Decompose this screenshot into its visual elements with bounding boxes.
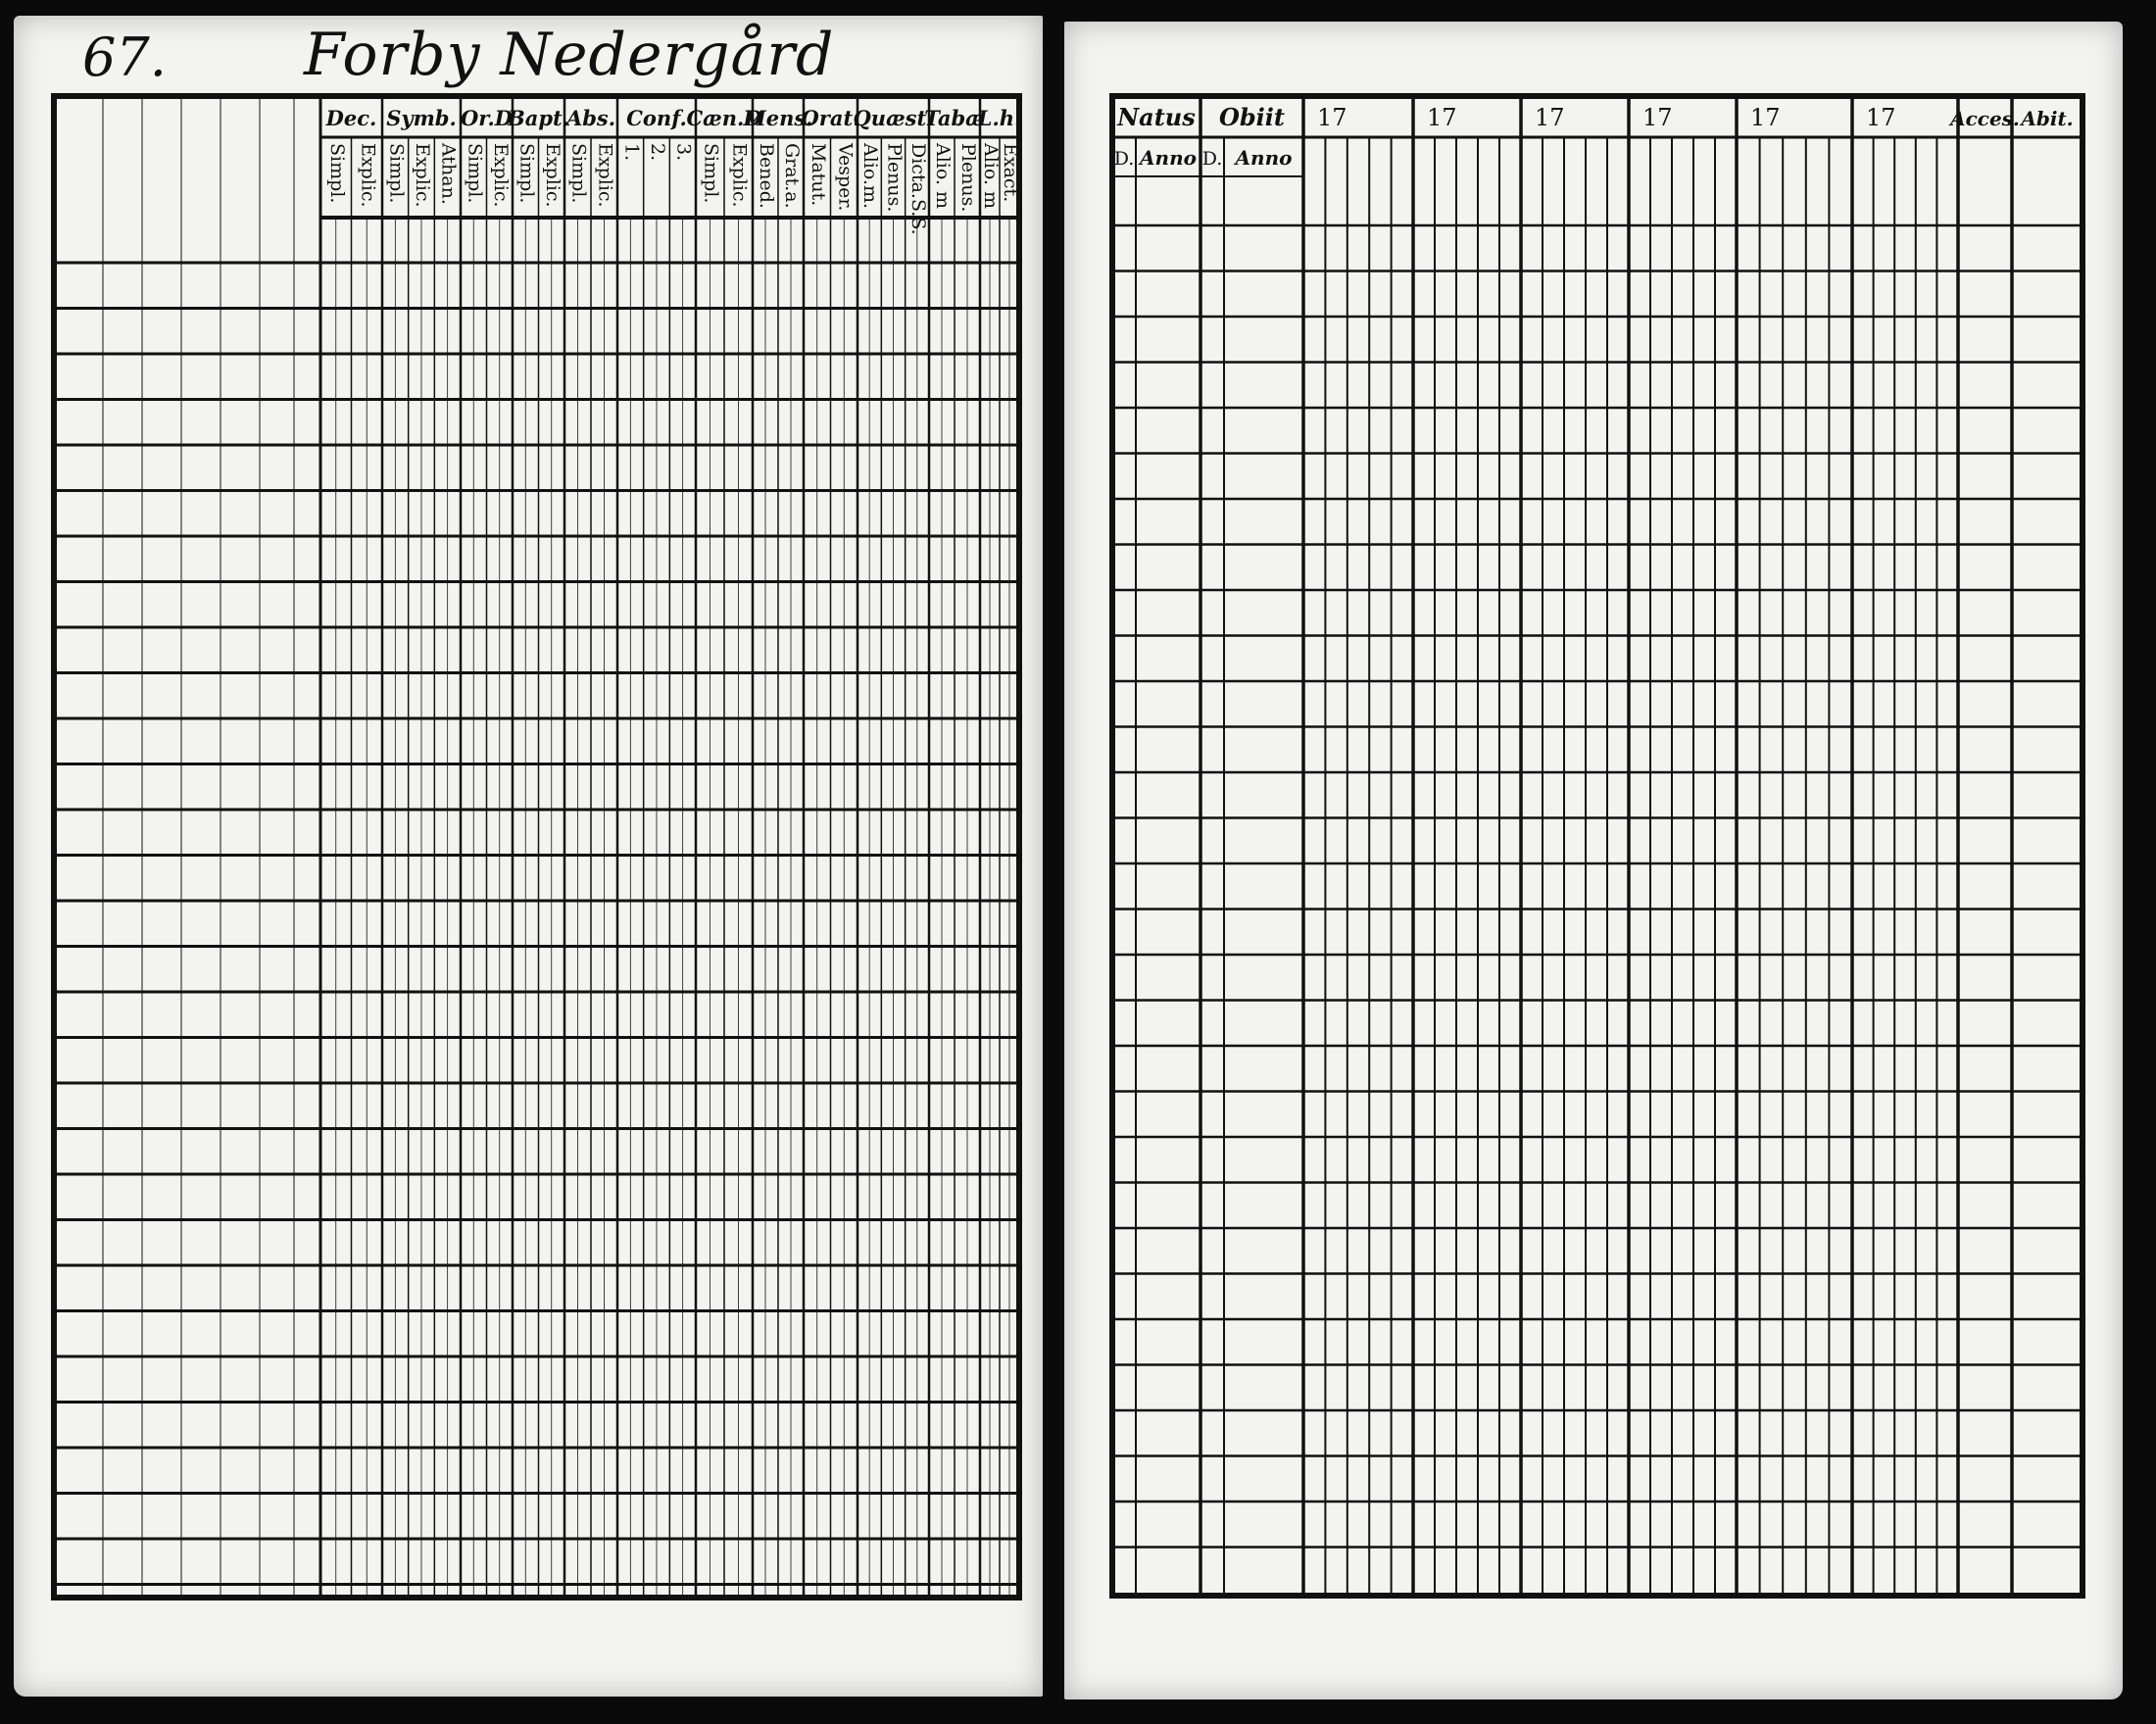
place-name: Forby Nedergård <box>304 21 835 89</box>
sub-column-label: 3. <box>672 143 695 162</box>
sub-column-label: Simpl. <box>700 143 722 204</box>
sub-column-label: Anno <box>1140 146 1197 170</box>
sub-column-label: 1. <box>620 143 643 162</box>
column-header: Tabæ <box>924 106 985 130</box>
sub-column-label: Vesper. <box>834 143 857 212</box>
sub-column-label: Athan. <box>437 143 460 205</box>
column-header: Conf. <box>626 106 687 130</box>
sub-column-label: Alio.m. <box>859 143 882 210</box>
column-header: 17 <box>1535 104 1565 131</box>
column-header: 17 <box>1866 104 1896 131</box>
column-header: Or.D <box>461 106 513 130</box>
sub-column-label: Simpl. <box>464 143 486 204</box>
sub-column-label: D. <box>1201 148 1223 170</box>
sub-column-label: Explic. <box>728 143 751 208</box>
column-header: Obiit <box>1218 103 1286 131</box>
sub-column-label: Explic. <box>412 143 433 208</box>
column-header: Symb. <box>386 106 457 130</box>
column-header: Quæst. <box>853 106 934 130</box>
sub-column-label: Anno <box>1235 146 1293 170</box>
sub-column-label: Explic. <box>357 143 379 208</box>
column-header: 17 <box>1642 104 1673 131</box>
sub-column-label: Simpl. <box>385 143 408 204</box>
sub-column-label: D. <box>1113 148 1135 170</box>
sub-column-label: 2. <box>647 143 668 162</box>
sub-column-label: Exact. <box>1000 143 1021 203</box>
column-header: Abit. <box>2021 107 2074 130</box>
sub-column-label: Plenus. <box>957 143 979 213</box>
column-header: Natus <box>1117 103 1196 131</box>
sub-column-label: Plenus. <box>883 143 906 213</box>
page-number: 67. <box>82 26 167 88</box>
column-header: Bapt. <box>507 106 570 130</box>
column-header: Cæn.D <box>686 106 762 130</box>
sub-column-label: Explic. <box>489 143 512 208</box>
sub-column-label: Simpl. <box>325 143 348 204</box>
sub-column-label: Simpl. <box>567 143 590 204</box>
sub-column-label: Alio. m <box>932 143 954 210</box>
column-header: Mens. <box>743 106 813 130</box>
sub-column-label: Explic. <box>594 143 616 208</box>
sub-column-label: Matut. <box>807 143 829 207</box>
column-header: 17 <box>1317 104 1348 131</box>
sub-column-label: Bened. <box>756 143 777 209</box>
column-header: L.h. <box>977 106 1022 130</box>
column-header: 17 <box>1427 104 1457 131</box>
column-header: Acces. <box>1950 107 2020 130</box>
sub-column-label: Dicta.S.S. <box>906 143 929 235</box>
sub-column-label: Simpl. <box>515 143 538 204</box>
sub-column-label: Grat.a. <box>781 143 803 209</box>
column-header: Orat. <box>801 106 860 130</box>
sub-column-label: Alio. m <box>980 143 1002 210</box>
sub-column-label: Explic. <box>541 143 564 208</box>
column-header: Abs. <box>565 106 616 130</box>
column-header: Dec. <box>325 106 377 130</box>
column-header: 17 <box>1750 104 1781 131</box>
